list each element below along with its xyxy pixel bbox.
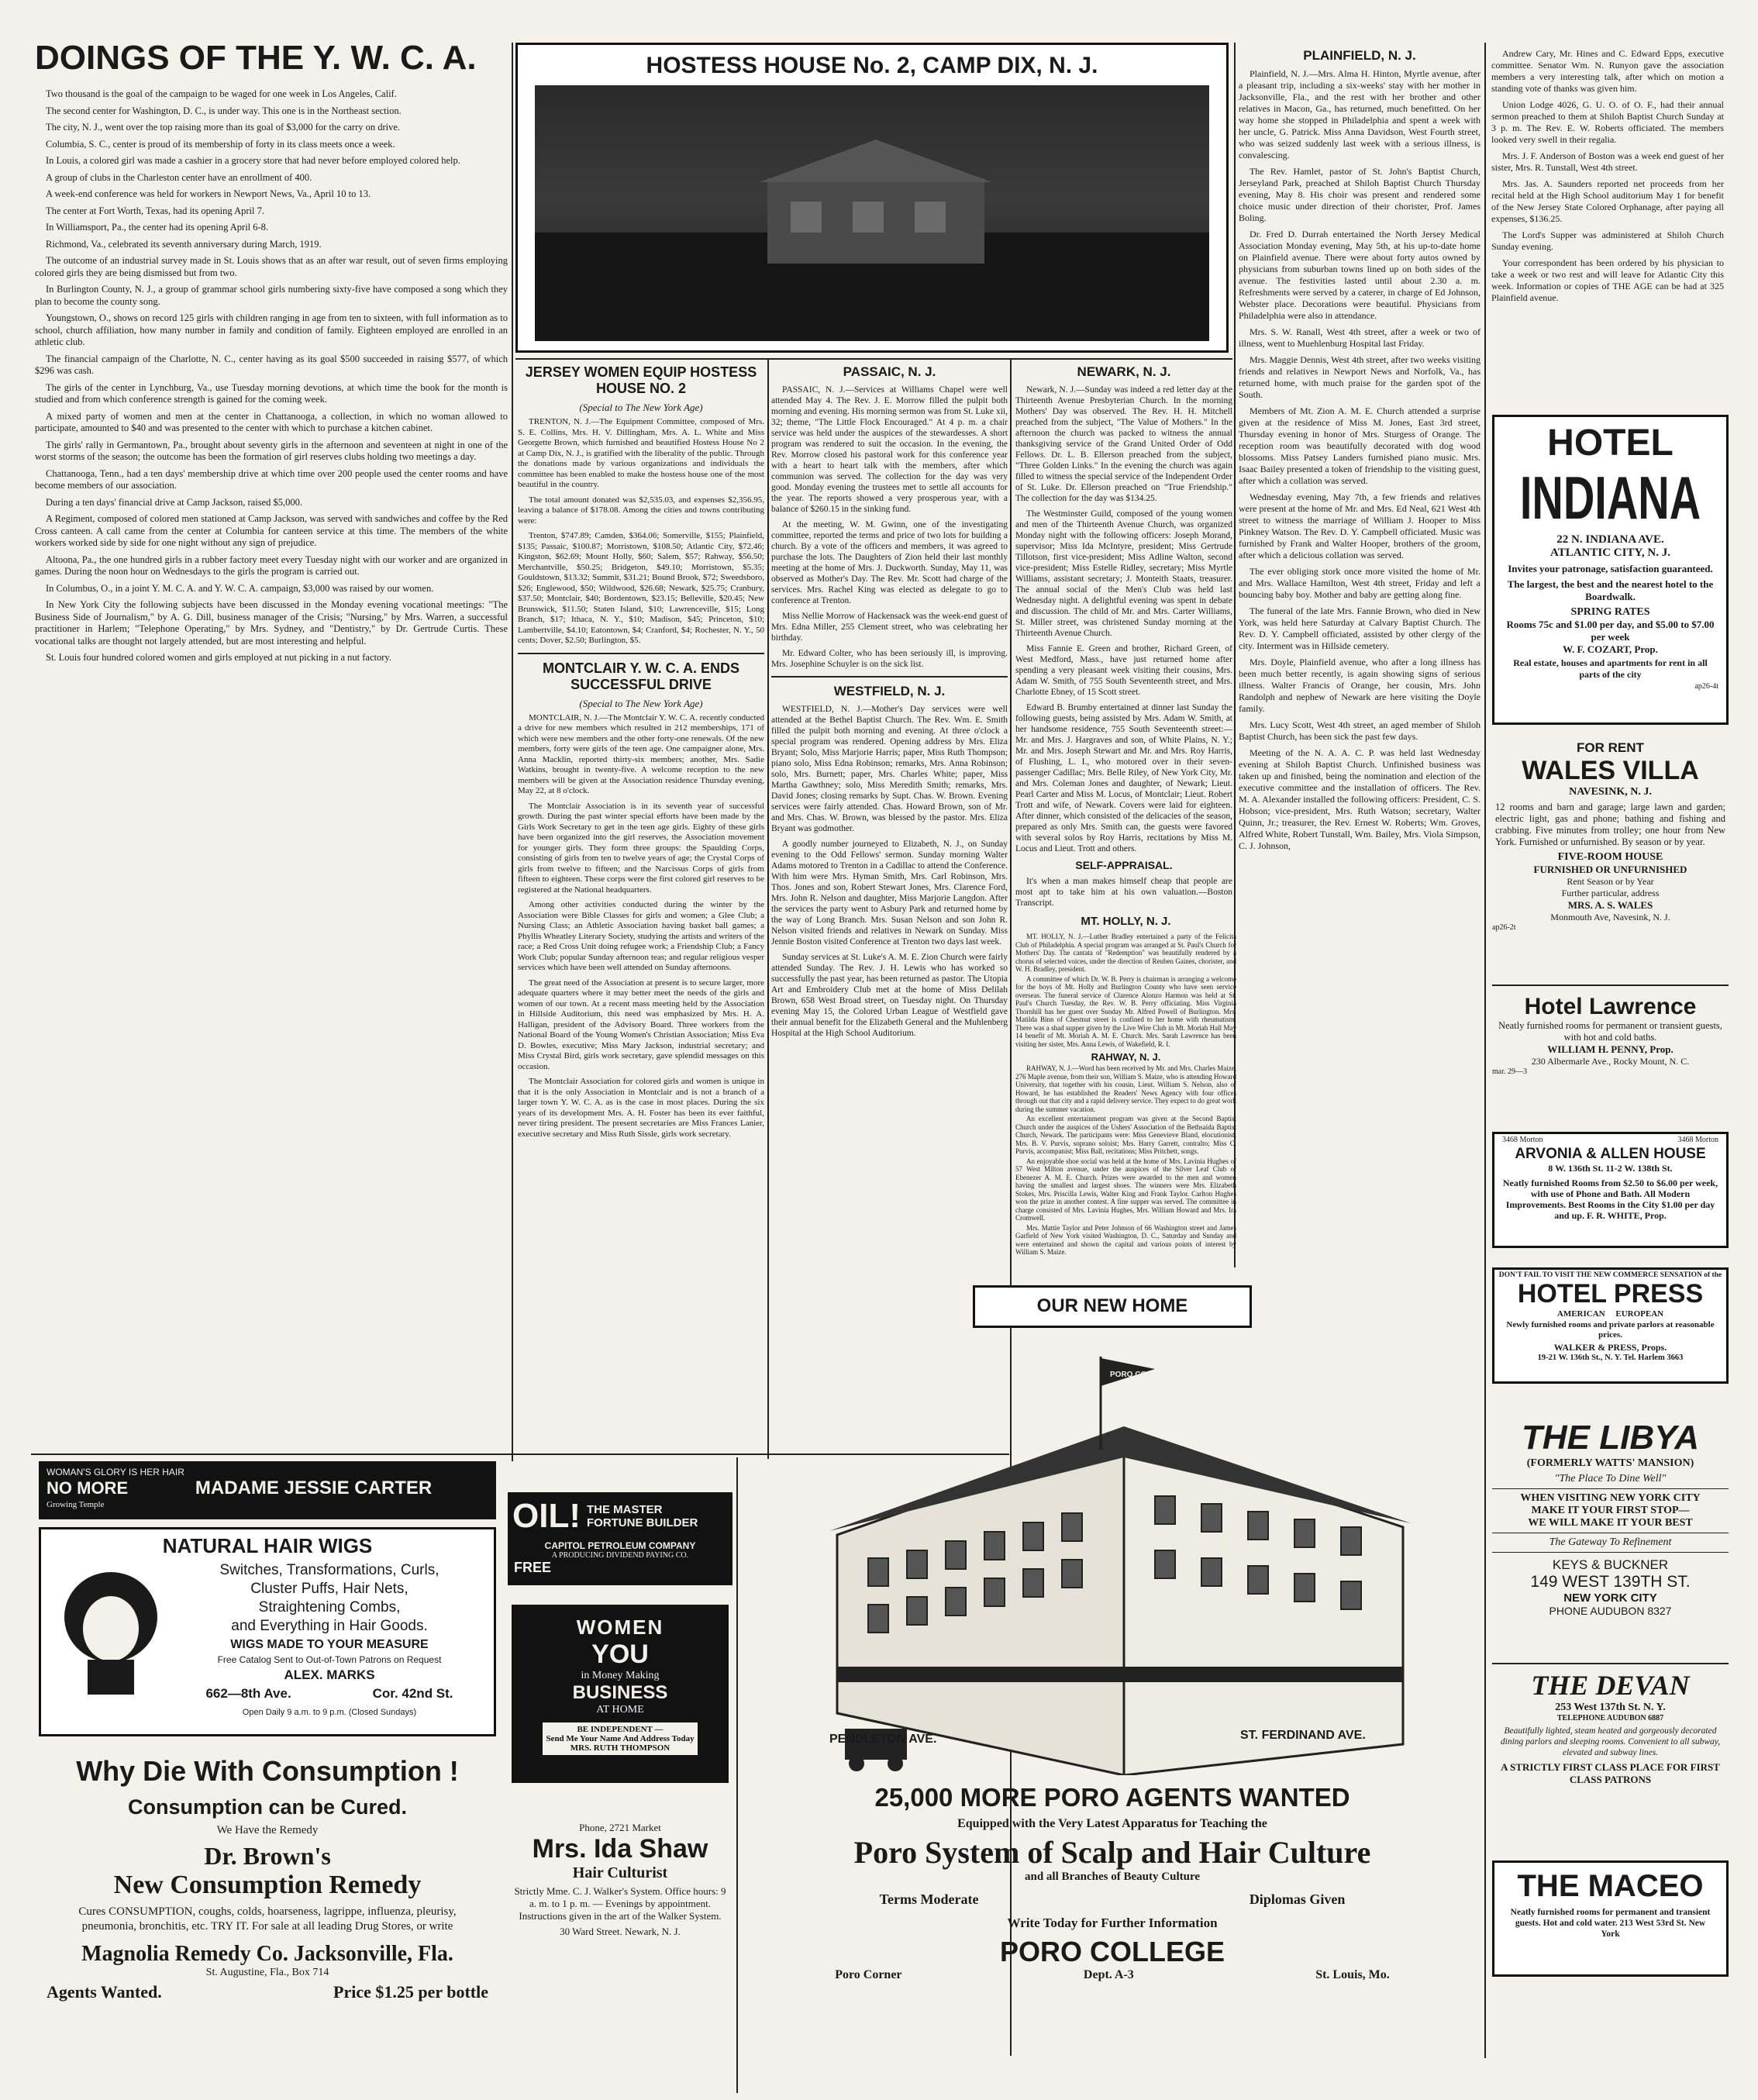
mtholly-rahway-shown <box>1015 915 1236 1271</box>
women-you: YOU <box>591 1640 649 1669</box>
hostess-photo <box>535 85 1209 341</box>
shaw-role: Hair Culturist <box>572 1864 668 1881</box>
ywca-paragraph: In Louis, a colored girl was made a cashier in a grocery store that had never before employed colored help. <box>46 155 460 166</box>
maceo-name: THE MACEO <box>1517 1869 1704 1903</box>
indiana-rates-h: SPRING RATES <box>1570 606 1650 618</box>
passaic-paragraph: At the meeting, W. M. Gwinn, one of the investigating committee, reported the terms and price of two lots for building a church. By a vote of the officers and members, it was agreed to purchase the lots. The Daughters of Zion held their last monthly meeting at the home of Mrs. J. Duckworth. Sunday, May 11, was observed as Mother's Day. The Rev. Mr. Scott had charge of the services. Mrs. Rachel King was elected as delegate to go to conference at Trenton. <box>771 520 1008 605</box>
poro-title-box <box>973 1285 1252 1328</box>
wigs-title: NATURAL HAIR WIGS <box>162 1534 373 1557</box>
indiana-l2: INDIANA <box>1519 463 1701 532</box>
wales-place: NAVESINK, N. J. <box>1569 786 1652 798</box>
oil-free: FREE <box>514 1560 552 1575</box>
jersey-special-main: (Special to The New York Age) <box>579 402 703 413</box>
poro-ave2: ST. FERDINAND AVE. <box>1240 1729 1366 1742</box>
mtholly-paragraph: MT. HOLLY, N. J.—Luther Bradley entertained a party of the Felicita Club of Philadelphia. A special program was arranged at St. Paul's Church for Mothers' Day. The cantata of "Redemption" was beautifully rendered by a chorus of selected voices, under the direction of Reuben Gaines, chorister, and W. H. Bradley, president. <box>1015 933 1236 973</box>
devan-ad <box>1492 1663 1729 1841</box>
libya-formerly: (FORMERLY WATTS' MANSION) <box>1526 1457 1694 1469</box>
ywca-paragraph: The second center for Washington, D. C., is under way. This one is in the Northeast section. <box>46 105 402 116</box>
libya-l1: WHEN VISITING NEW YORK CITY <box>1520 1492 1701 1504</box>
rahway-paragraph: An enjoyable shoe social was held at the home of Mrs. Lavinia Hughes of 57 West Milton avenue, under the auspices of the Silver Leaf Club of Ebenezer A. M. E. Church. Prizes were awarded to the men and women having the smallest and largest shoes. The winners were Mrs. Elizabeth Stokes, Mrs. Priscilla Lewis, Walter King and Frank Taylor. Carlton Hughes won the prize in another contest. A fine supper was served. The committee in charge consisted of Mrs. Lavinia Hughes, Mrs. William Howard and Mrs. Ira Cromwell. <box>1015 1157 1236 1222</box>
ywca-paragraph: A group of clubs in the Charleston center have an enrollment of 400. <box>46 171 312 183</box>
devan-desc: Beautifully lighted, steam heated and gorgeously decorated dining parlors and sleeping rooms. Convenient to all subway, elevated and subway lines. <box>1500 1726 1721 1757</box>
ywca-paragraph: In Burlington County, N. J., a group of grammar school girls numbering sixty-five have composed a song which they plan to become the county song. <box>35 284 508 307</box>
plainfield2-body <box>1491 48 1724 304</box>
wales-furn: FURNISHED OR UNFURNISHED <box>1533 864 1687 875</box>
arvonia-desc: Neatly furnished Rooms from $2.50 to $6.00 per week, with use of Phone and Bath. All Modern Improvements. Best Rooms in the City $1.00 per day and up. F. R. WHITE, Prop. <box>1502 1178 1718 1221</box>
wales-ad <box>1492 740 1729 973</box>
ywca-paragraph: The city, N. J., went over the top raising more than its goal of $3,000 for the carry on drive. <box>46 122 401 133</box>
ywca-column <box>35 39 508 1450</box>
plainfield-paragraph: The Rev. Hamlet, pastor of St. John's Baptist Church, Jerseyland Park, preached at Shiloh Baptist Church Thursday evening, May 8. His choir was present and rendered some choice music under direction of their chorister, Prof. James Boling. <box>1239 166 1481 223</box>
press-props: WALKER & PRESS, Props. <box>1553 1342 1667 1353</box>
jersey-paragraph: Trenton, $747.89; Camden, $364.06; Somerville, $155; Plainfield, $135; Passaic, $100.87; Morristown, $108.50; Atlantic City, $72.46; Kingston, $62.69; Mount Holly, $60; Salem, $57; Rahway, $56.50; Merchantville, $50.25; Bridgeton, $49.10; Morristown, $5.35; Gouldstown, $13.32; Summit, $31.21; Bound Brook, $72; Sweedsboro, $26; Englewood, $50; Wildwood, $26.68; Newark, $25.75; Cranbury, $37.50; Montclair, $40; Bordentown, $23.15; Belleville, $20.45; New Brunswick, $11.50; Staten Island, $10; Lawrenceville, $15; Long Branch, $17; Ithaca, N. Y., $10; Madison, $45; Princeton, $10; Lambertville, $4.10; Eatontown, $4; Cranford, $4; Rochester, N. Y., 50 cents; Dover, $2.50; Burlington, $5. <box>518 531 764 645</box>
women-making: in Money Making <box>581 1670 660 1681</box>
jersey-title-main: JERSEY WOMEN EQUIP HOSTESS HOUSE NO. 2 <box>525 364 757 396</box>
women-business: BUSINESS <box>572 1682 668 1703</box>
press-plans: AMERICAN EUROPEAN <box>1556 1309 1664 1319</box>
ywca-paragraph: Altoona, Pa., the one hundred girls in a rubber factory meet every Tuesday night with our worker and are organized in games. During the noon hour on Wednesdays to the girls the program is carried out. <box>35 553 508 577</box>
women-send: Send Me Your Name And Address Today <box>546 1734 695 1743</box>
plainfield2-paragraph: The Lord's Supper was administered at Shiloh Church Sunday evening. <box>1491 229 1724 252</box>
wales-five: FIVE-ROOM HOUSE <box>1557 851 1663 863</box>
ywca-paragraph: The outcome of an industrial survey made in St. Louis shows that as an after war result, out of seven firms employing colored girls they are being dismissed but from two. <box>35 255 508 278</box>
plainfield-continued <box>1491 48 1724 405</box>
poro-corner: Poro Corner <box>835 1968 902 1981</box>
jersey-montclair-column <box>518 364 764 1450</box>
women-w: WOMEN <box>576 1616 664 1639</box>
plainfield-paragraph: Mrs. Maggie Dennis, West 4th street, after two weeks visiting friends and relatives in Newport News and Norfolk, Va., has returned home, with much praise for the garden spot of the South. <box>1239 354 1481 400</box>
plainfield-paragraph: Dr. Fred D. Durrah entertained the North Jersey Medical Association Monday evening, May 5th, at his up-to-date home on Plainfield avenue. There were about forty autos owned by physicians from suburban towns lined up on both sides of the avenue. The festivities lasted until about 2.30 a. m. Refreshments were served by a caterer, in charge of Ed Johnson, Webster place. Decorations were beautiful. Physicians from Philadelphia were also in attendance. <box>1239 229 1481 321</box>
wigs-name: ALEX. MARKS <box>284 1667 375 1682</box>
ywca-paragraph: A mixed party of women and men at the center in Chattanooga, a collection, in which no woman allowed to participate, amounted to $40 and was presented to the center with which to purchase a kitchen cabinet. <box>35 410 508 433</box>
press-addr: 19-21 W. 136th St., N. Y. Tel. Harlem 3663 <box>1537 1353 1684 1362</box>
press-desc: Newly furnished rooms and private parlors at reasonable prices. <box>1506 1320 1715 1340</box>
women-home: AT HOME <box>596 1704 644 1716</box>
wales-season: Rent Season or by Year <box>1567 876 1654 887</box>
wigs-l1: Switches, Transformations, Curls, <box>219 1562 440 1578</box>
consumption-box: St. Augustine, Fla., Box 714 <box>205 1967 329 1978</box>
poro-equipped: Equipped with the Very Latest Apparatus for Teaching the <box>957 1817 1267 1830</box>
wigs-cor: Cor. 42nd St. <box>372 1686 453 1701</box>
self-appraisal-title: SELF-APPRAISAL. <box>1075 859 1173 871</box>
poro-write: Write Today for Further Information <box>1007 1916 1218 1930</box>
newark-paragraph: The Westminster Guild, composed of the young women and men of the Thirteenth Avenue Church, was organized Monday night with the following officers: Joseph Morand, supervisor; Miss Ida McIntyre, president; Miss Gertrude Tillotson, first vice-president; Miss Adline Walton, second vice-president; Miss Estelle Ridley, secretary; Miss Myrtle Williams, assistant secretary; J. Monteith Staats, treasurer. The annual social of the Men's Club was held last Wednesday night. A delightful evening was spent in debate and discussion. The child of Mr. and Mrs. Carter Williams, St. Miller street, was christened Sunday morning at the Thirteenth Avenue Church. <box>1015 509 1232 638</box>
maceo-ad <box>1492 1860 1729 1977</box>
ywca-paragraph: The girls' rally in Germantown, Pa., brought about seventy girls in the afternoon and seventeen at night in one of the worst storms of the season; the outcome has been the formation of girl reserves clubs holding two meetings a day. <box>35 439 508 462</box>
press-top: DON'T FAIL TO VISIT THE NEW COMMERCE SENSATION of the <box>1498 1271 1722 1279</box>
libya-addr: 149 WEST 139TH ST. <box>1530 1573 1691 1591</box>
libya-l3: WE WILL MAKE IT YOUR BEST <box>1528 1517 1693 1529</box>
shaw-ad <box>508 1791 732 2093</box>
libya-gateway: The Gateway To Refinement <box>1549 1536 1672 1548</box>
wigs-open: Open Daily 9 a.m. to 9 p.m. (Closed Sundays) <box>242 1708 417 1717</box>
self-appraisal-text: It's when a man makes himself cheap that people are most apt to take him at his own valuation.—Boston Transcript. <box>1015 877 1232 908</box>
ywca-paragraph: Richmond, Va., celebrated its seventh anniversary during March, 1919. <box>46 238 322 250</box>
montclair-title-main: MONTCLAIR Y. W. C. A. ENDS SUCCESSFUL DRIVE <box>542 660 739 692</box>
ywca-paragraph: In Williamsport, Pa., the center had its opening April 6-8. <box>46 222 269 233</box>
jersey-paragraph: The total amount donated was $2,535.03, and expenses $2,356.95, leaving a balance of $178.08. Among the cities and towns contributing were: <box>518 495 764 526</box>
plainfield-paragraph: Members of Mt. Zion A. M. E. Church attended a surprise given at the residence of Miss M. Jones, East 3rd street, Thursday evening in honor of Mrs. Sturgess of Orange. The reception room was beautifully decorated with dog wood blossoms. Miss Patsey Landers furnished piano music. Mrs. Isaac Bailey presented a token of friendship to the visiting guest, after which a collation was served. <box>1239 405 1481 486</box>
wales-desc: 12 rooms and barn and garage; large lawn and garden; electric light, gas and phone; bathing and fishing and crabbing. Five minutes from trolley; one hour from New York. Furnished or unfurnished. By season or by year. <box>1495 802 1725 847</box>
consumption-ad <box>31 1752 504 2093</box>
hostess-photo-graphic <box>535 85 1209 341</box>
libya-l2: MAKE IT YOUR FIRST STOP— <box>1531 1505 1690 1516</box>
shaw-desc: Strictly Mme. C. J. Walker's System. Office hours: 9 a. m. to 1 p. m. — Evenings by appointment. Instructions given in the art of the Walker System. <box>514 1885 726 1922</box>
carter-name: MADAME JESSIE CARTER <box>195 1478 433 1498</box>
oil-div: A PRODUCING DIVIDEND PAYING CO. <box>551 1551 689 1560</box>
wigs-woman-portrait <box>57 1563 165 1695</box>
wigs-l3: Straightening Combs, <box>258 1599 401 1616</box>
devan-addr: 253 West 137th St. N. Y. <box>1555 1702 1666 1713</box>
plainfield2-paragraph: Mrs. Jas. A. Saunders reported net proceeds from her recital held at the High School auditorium May 1 for benefit of the New Jersey State Colored Orphanage, after paying all expenses, $136.25. <box>1491 178 1724 224</box>
ywca-paragraph: The financial campaign of the Charlotte, N. C., center having as its goal $500 succeeded in raising $577, of which $296 was cash. <box>35 353 508 376</box>
ywca-paragraph: Chattanooga, Tenn., had a ten days' membership drive at which time over 200 people used the center rooms and have become members of our association. <box>35 467 508 491</box>
westfield-title: WESTFIELD, N. J. <box>833 684 946 698</box>
westfield-paragraph: WESTFIELD, N. J.—Mother's Day services were well attended at the Bethel Baptist Church. The Rev. Wm. E. Smith filled the pulpit both morning and evening. At three o'clock a special program was rendered. Opening address by Mrs. Eliza Bryant; Solo, Miss Marjorie Harris; paper, Miss Ruth Thompson; piano solo, Miss Edna Robinson; remarks, Mrs. Anna Robinson; solo, Mrs. Burnett; paper, Mrs. Charles White; paper, Miss Martha Gawthney; solo, Miss Meredith Smith; remarks, Mrs. David Jones; closing remarks by Supt. Chas. W. Brown. Evening services were fairly attended. Chas. Howard Brown, son of Mr. and Mrs. Chas. W. Brown, was blessed by the pastor. Mrs. Eliza Bryant was godmother. <box>771 705 1008 833</box>
wigs-l4: and Everything in Hair Goods. <box>231 1618 428 1634</box>
consumption-co: Magnolia Remedy Co. Jacksonville, Fla. <box>81 1942 453 1966</box>
oil-co: CAPITOL PETROLEUM COMPANY <box>544 1540 696 1551</box>
women-who: MRS. RUTH THOMPSON <box>570 1743 670 1753</box>
plainfield-paragraph: The ever obliging stork once more visited the home of Mr. and Mrs. Wallace Hamilton, West 4th street, Friday and left a bouncing baby boy. Mother and baby are getting along fine. <box>1239 566 1481 600</box>
hostess-title: HOSTESS HOUSE No. 2, CAMP DIX, N. J. <box>646 53 1098 78</box>
passaic-paragraph: Miss Nellie Morrow of Hackensack was the week-end guest of Mrs. Edna Miller, 255 Clement street, who was celebrating her birthday. <box>771 612 1008 643</box>
poro-ad <box>744 1271 1481 2093</box>
montclair-paragraph: The Montclair Association for colored girls and women is unique in that it is the only Association in Montclair and is not a branch of a larger town Y. W. C. A. as is the case in most places. During the six years of its development Mrs. A. H. Foster has been its ever faithful, never tiring president. The present secretaries are Miss Frances Lanier, executive secretary and Miss Ruth Sissle, girls work secretary. <box>518 1077 764 1139</box>
indiana-invite: Invites your patronage, satisfaction guaranteed. <box>1508 563 1713 574</box>
mtholly-paragraph: A committee of which Dr. W. B. Perry is chairman is arranging a welcome for the boys of Mt. Holly and Burlington County who have seen service overseas. The funeral service of Clarence Alonzo Harmon was held at St. Paul's Church Tuesday, the Rev. W. B. Perry officiating. Miss Virginia Thornhill has her guest over Sunday Mr. Alfred Powell of Burlington. Mrs. Matilda Binn of Chestnut street is confined to her home with rheumatism. There was a shad supper given by the Live Wire Club in Mt. Moriah Hall May 14 benefit of Mt. Moriah A. M. E. Church. Mrs. Sarah Lawrence has been visiting her sister, Mrs. Anna Lewis, of Wakefield, R. I. <box>1015 974 1236 1048</box>
poro-city: St. Louis, Mo. <box>1315 1968 1390 1981</box>
wales-code: ap26-2t <box>1492 923 1516 932</box>
plainfield-paragraph: Mrs. S. W. Ranall, West 4th street, after a week or two of illness, went to Muehlenburg Hospital last Friday. <box>1239 326 1481 349</box>
consumption-h1: Why Die With Consumption ! <box>76 1755 459 1787</box>
lawrence-ad <box>1492 984 1729 1093</box>
mtholly-title: MT. HOLLY, N. J. <box>1081 915 1171 928</box>
passaic-paragraph: Mr. Edward Colter, who has been seriously ill, is improving. Mrs. Josephine Schuyler is on the sick list. <box>771 649 1008 669</box>
plainfield2-paragraph: Union Lodge 4026, G. U. O. of O. F., had their annual sermon preached to them at Shiloh Baptist Church Sunday at 3 p. m. The Rev. E. W. Roberts officiated. The members looked very swell in their regalia. <box>1491 99 1724 145</box>
wales-name: WALES VILLA <box>1522 756 1699 785</box>
plainfield2-paragraph: Your correspondent has been ordered by his physician to take a week or two rest and will leave for Atlantic City this week. Information or copies of THE AGE can be had at 325 Plainfield avenue. <box>1491 257 1724 303</box>
poro-terms: Terms Moderate <box>879 1891 979 1907</box>
ywca-paragraph: In New York City the following subjects have been discussed in the Monday evening vocational meetings: "The Business Side of Journalism," by A. G. Dill, business manager of the Crisis; "Nursing," by Mrs. Warren, a successful practitioner in Harlem; "Telephone Operating," by Mrs. Sydney, and "Dentistry," by Dr. Gertrude Curtis. These vocational talks are thought not largely attended, but are most interesting and helpful. <box>35 599 508 647</box>
ywca-paragraph: A week-end conference was held for workers in Newport News, Va., April 10 to 13. <box>46 188 371 199</box>
jersey-paragraph: TRENTON, N. J.—The Equipment Committee, composed of Mrs. S. E. Collins, Mrs. H. V. Dillingham, Mrs. A. L. White and Miss Georgette Brown, which furnished and beautified Hostess House No 2 at Camp Dix, N. J., is gratified with the liberality of the public. Through the donations made by various organizations and individuals the committee has been enabled to make the hostess house one of the most beautiful in the country. <box>518 417 764 489</box>
arvonia-phone2: 3468 Morton <box>1677 1136 1718 1144</box>
newark-article <box>1015 364 1232 911</box>
carter-left2: NO MORE <box>47 1478 129 1498</box>
consumption-price: Price $1.25 per bottle <box>333 1982 488 2002</box>
consumption-remedy: New Consumption Remedy <box>113 1871 422 1899</box>
wigs-ad <box>39 1527 496 1736</box>
indiana-l1: HOTEL <box>1547 422 1674 464</box>
devan-phone: TELEPHONE AUDUBON 6887 <box>1556 1714 1664 1722</box>
wales-mrs: MRS. A. S. WALES <box>1567 899 1653 911</box>
newark-paragraph: Edward B. Brumby entertained at dinner last Sunday the following guests, being assisted by Mrs. Adam W. Smith, at her handsome residence, 755 South Seventeenth street:—Mr. and Mrs. J. Hargraves and son, of White Plains, N. Y.; Mr. and Mrs. Joseph Stewart and Mr. and Mrs. Roy Harris, of Flushing, L. I., who motored over in their seven-passenger Cadillac; Mrs. Belle Riley, of New York City, Mr. and Mrs. Coleman Jones and daughter, of Newark; Lieut. Pearl Carter and Miss M. Locus, of Montclair; Lieut. Robert Trott and wife, of Newark. Covers were laid for eighteen. After dinner, which consisted of the delicacies of the season, prepared as only Mrs. Smith can, the guests were favored with several solos by Roy Harris, recitations by Miss M. Locus and Lieut. Trott and others. <box>1015 703 1232 853</box>
rahway-paragraph: An excellent entertainment program was given at the Second Baptist Church under the auspices of the Ushers' Association of the Bethsaida Baptist Church, Newark. The participants were: Miss Genevieve Bland, elocutionist; Mrs. B. V. Purvis, soprano soloist; Mrs. Harry Garrett, contralto; Miss C. Purvis, accompanist; Miss Ball, recitations; Miss Pritchett, songs. <box>1015 1115 1236 1155</box>
plainfield-paragraph: Mrs. Doyle, Plainfield avenue, who after a long illness has been much better recently, is again showing signs of serious illness. Walter Francis of Orange, her cousin, Mrs. John Randolph and nephew of Newark are here visiting the Doyle family. <box>1239 657 1481 714</box>
consumption-agents: Agents Wanted. <box>47 1982 162 2002</box>
ywca-paragraph: Columbia, S. C., center is proud of its membership of forty in its class meets once a week. <box>46 138 395 150</box>
consumption-dr: Dr. Brown's <box>204 1842 331 1870</box>
libya-city: NEW YORK CITY <box>1563 1591 1657 1605</box>
arvonia-phone1: 3468 Morton <box>1502 1136 1543 1144</box>
ywca-body <box>35 88 508 669</box>
montclair-paragraph: Among other activities conducted during the winter by the Association were Bible Classes for girls and women; a Glee Club; a Nursing Class; an Athletic Association having basket ball games; a Phyllis Wheatley Literary Society, studying the artists and writers of the race; a Red Cross Unit doing refugee work; a Friendship Club; a Fancy Work Club; popular Sunday afternoon teas; and regular religious vesper services which have been well attended on Sunday afternoons. <box>518 900 764 972</box>
indiana-rates: Rooms 75c and $1.00 per day, and $5.00 to $7.00 per week <box>1506 619 1715 643</box>
poro-college: PORO COLLEGE <box>999 1936 1225 1967</box>
wigs-addr: 662—8th Ave. <box>205 1686 291 1701</box>
passaic-title: PASSAIC, N. J. <box>843 364 936 379</box>
ywca-paragraph: Two thousand is the goal of the campaign to be waged for one week in Los Angeles, Calif. <box>46 88 397 99</box>
plainfield-body <box>1239 68 1481 852</box>
women-ad <box>512 1605 729 1783</box>
poro-building-illustration <box>791 1341 1434 1775</box>
plainfield-paragraph: Mrs. Lucy Scott, West 4th street, an aged member of Shiloh Baptist Church, has been sick the past few days. <box>1239 719 1481 742</box>
devan-class: A STRICTLY FIRST CLASS PLACE FOR FIRST CLASS PATRONS <box>1501 1761 1720 1785</box>
plainfield-article <box>1239 48 1481 1265</box>
montclair-special-main: (Special to The New York Age) <box>579 697 703 709</box>
devan-name: THE DEVAN <box>1531 1670 1690 1701</box>
libya-name: THE LIBYA <box>1522 1419 1699 1457</box>
ywca-paragraph: The center at Fort Worth, Texas, had its opening April 7. <box>46 205 264 216</box>
oil-ad <box>508 1492 732 1585</box>
indiana-large: The largest, the best and the nearest hotel to the Boardwalk. <box>1507 578 1714 602</box>
plainfield-paragraph: Meeting of the N. A. A. C. P. was held last Wednesday evening at Shiloh Baptist Church. Unfinished business was taken up and finished, being the nomination and election of the executive committee and the installation of officers. The Rev. M. A. Alexander installed the following officers: President, C. S. Hobson; vice-president, Mrs. Ruth Watson; secretary, Walter Quinn, Jr.; treasurer, the Rev. Ernest W. Roberts; Wm. Groves, Alfred White, Robert Tunstall, Wm. Bailey, Mrs. Viola Simpson, C. J. Johnson, <box>1239 747 1481 851</box>
wigs-catalog: Free Catalog Sent to Out-of-Town Patrons on Request <box>217 1654 442 1665</box>
lawrence-prop: WILLIAM H. PENNY, Prop. <box>1547 1043 1674 1055</box>
passaic-body <box>771 384 1008 670</box>
newark-paragraph: Miss Fannie E. Green and brother, Richard Green, of West Medford, Mass., have just returned home after spending a very pleasant week visiting their cousins, Mrs. Adam W. Smith, of 755 South Seventeenth street, and Mrs. Charlotte Ebney, of 15 Scott street. <box>1015 644 1232 697</box>
montclair-paragraph: MONTCLAIR, N. J.—The Montclair Y. W. C. A. recently conducted a drive for new members which resulted in 212 memberships, 171 of which were new members and the other forty-one renewals. Of the new members, forty were girls of the teen age. One campaigner alone, Mrs. Anna Macklin, reported thirty-six members; another, Mrs. Sadie Watkins, brought in twenty-five. A welcome reception to the new members will be given at the Association residence Thursday evening, May 22, at 8 o'clock. <box>518 712 764 795</box>
poro-title: OUR NEW HOME <box>1036 1295 1188 1316</box>
consumption-cures: Cures CONSUMPTION, coughs, colds, hoarseness, lagrippe, influenza, pleurisy, pneumonia, bronchitis, etc. TRY IT. For sale at all leading Drug Stores, or write <box>78 1905 457 1933</box>
poro-agents: 25,000 MORE PORO AGENTS WANTED <box>874 1783 1350 1812</box>
press-ad <box>1492 1267 1729 1384</box>
montclair-paragraph: The great need of the Association at present is to secure larger, more adequate quarters where it may better meet the needs of the girls and women of our town. At a recent mass meeting held by the Association in Hillside Auditorium, this need was emphasized by Mrs. H. A. Halligan, president of the Advisory Board. Three workers from the National Board of the Young Women's Christian Association; Miss Eva D. Bowles, executive; Miss Mary Jackson, industrial secretary; and Miss Crystal Bird, girls work secretary, gave splendid messages on this occasion. <box>518 978 764 1071</box>
ywca-paragraph: St. Louis four hundred colored women and girls employed at nut picking in a nut factory. <box>46 652 391 663</box>
poro-ave1: PENDLETON AVE. <box>829 1733 937 1746</box>
oil-master: THE MASTER <box>586 1503 663 1516</box>
libya-keys: KEYS & BUCKNER <box>1552 1557 1669 1572</box>
ywca-paragraph: In Columbus, O., in a joint Y. M. C. A. and Y. W. C. A. campaign, $3,000 was raised by our women. <box>46 582 434 594</box>
plainfield-paragraph: The funeral of the late Mrs. Fannie Brown, who died in New York, was held here Saturday at Calvary Baptist Church. The Rev. D. Y. Campbell officiated, assisted by other clergy of the city. Interment was in Hillside cemetery. <box>1239 605 1481 651</box>
rahway-heading: RAHWAY, N. J. <box>1091 1051 1161 1063</box>
arvonia-name: ARVONIA & ALLEN HOUSE <box>1515 1146 1706 1162</box>
newark-title: NEWARK, N. J. <box>1077 364 1171 379</box>
wales-rent: FOR RENT <box>1577 740 1644 755</box>
lawrence-desc: Neatly furnished rooms for permanent or transient guests, with hot and cold baths. <box>1498 1020 1722 1043</box>
poro-branches: and all Branches of Beauty Culture <box>1025 1871 1200 1883</box>
westfield-paragraph: A goodly number journeyed to Elizabeth, N. J., on Sunday evening to the Odd Fellows' sermon. Sunday morning Walter Adams motored to Trenton in a Cadillac to attend the Conference. With him were Mrs. Hyman Smith, Mrs. Carl Robinson, Mrs. Thos. Jones and son, Robert Stewart Jones, Mrs. Clarence Ford, Mrs. John R. Nelson and daughter, Miss Marjorie Langdon. After the services the party went to Asbury Park and returned home by the way of Long Branch. Mrs. Susan Nelson and son John R. Nelson visited friends and relatives in Newark on Sunday. Miss Jennie Boston visited Conference at Trenton two days last week. <box>771 840 1008 947</box>
wales-further: Further particular, address <box>1561 888 1660 898</box>
plainfield-paragraph: Plainfield, N. J.—Mrs. Alma H. Hinton, Myrtle avenue, after a pleasant trip, including a six-weeks' stay with her mother in Jacksonville, Fla., and the rest with her brother and other relatives in Macon, Ga., has returned, much benefitted. On her way home she stopped in Philadelphia and spent a week with her uncle, G. Patrick. Miss Anna Davidson, West Fourth street, who was seized suddenly last week with a serious illness, is convalescing. <box>1239 68 1481 160</box>
ywca-paragraph: The girls of the center in Lynchburg, Va., use Tuesday morning devotions, at which time the book for the month is studied and from which conference strength is gained for the coming week. <box>35 381 508 405</box>
poro-diplomas: Diplomas Given <box>1249 1891 1346 1907</box>
newark-paragraph: Newark, N. J.—Sunday was indeed a red letter day at the Thirteenth Avenue Presbyterian Church. In the morning Mothers' Day was observed. The Rev. H. H. Mitchell preached from the subject, "The Value of Mothers." In the afternoon the church was packed to witness the annual thanksgiving service of the Grand United Order of Odd Fellows. Dr. L. B. Ellerson preached from the subject, "Three Golden Links." In the evening the church was again filled to witness the special service of the Independent Order of St. Luke. Dr. Ellerson preached on "True Friendship." The collection for the day was $134.25. <box>1015 385 1232 503</box>
indiana-real: Real estate, houses and apartments for rent in all parts of the city <box>1513 657 1708 680</box>
passaic-paragraph: PASSAIC, N. J.—Services at Williams Chapel were well attended May 4. The Rev. J. E. Morrow filled the pulpit both morning and evening. His morning sermon was from St. Luke xii, 32; theme, "The Little Flock Encouraged." At 4 p. m. a chair service was held under the auspices of the stewardesses. A short program was rendered to suit the occasion. In the evening, the Rev. Morrow closed his pastoral work for this conference year with a heart to heart talk with the members, after which communion was served. The collection for the day was very good. Monday evening the trustees met to settle all accounts for the year. The reports showed a very prosperous year, with a balance of $260.15 in the sinking fund. <box>771 385 1008 514</box>
lawrence-code: mar. 29—3 <box>1492 1067 1527 1076</box>
plainfield-paragraph: Wednesday evening, May 7th, a few friends and relatives were present at the home of Mr. and Mrs. Ed Neal, 621 West 4th street to witness the marriage of William J. Hooper to Miss Pinkney Watson. The Rev. D. Y. Campbell officiated. Music was furnished by Frank and Walter Hooper, brothers of the groom, after which a delicious collation was served. <box>1239 491 1481 560</box>
maceo-desc: Neatly furnished rooms for permanent and transient guests. Hot and cold water. 213 West 53rd St. New York <box>1510 1908 1711 1939</box>
indiana-city: ATLANTIC CITY, N. J. <box>1549 547 1671 559</box>
plainfield2-paragraph: Andrew Cary, Mr. Hines and C. Edward Epps, executive committee. Senator Wm. N. Runyon gave the association members a very interesting talk, after which on motion a standing vote of thanks was given him. <box>1491 48 1724 94</box>
wigs-l2: Cluster Puffs, Hair Nets, <box>250 1581 408 1597</box>
carter-left3: Growing Temple <box>47 1500 105 1509</box>
libya-ad <box>1492 1419 1729 1651</box>
carter-left1: WOMAN'S GLORY IS HER HAIR <box>47 1467 184 1478</box>
wales-addr: Monmouth Ave, Navesink, N. J. <box>1550 912 1670 922</box>
poro-flag-text: PORO COLLEGE <box>1110 1371 1173 1379</box>
press-name: HOTEL PRESS <box>1517 1279 1704 1309</box>
ywca-paragraph: A Regiment, composed of colored men stationed at Camp Jackson, was served with sandwiches and coffee by the Red Cross canteen. A call came from the center at Columbia for canteen service at this time. The members of the white workers worked side by side for one night without any sign of prejudice. <box>35 513 508 548</box>
indiana-code: ap26-4t <box>1694 682 1718 691</box>
plainfield-title: PLAINFIELD, N. J. <box>1303 48 1416 63</box>
shaw-phone: Phone, 2721 Market <box>579 1822 661 1833</box>
ywca-paragraph: During a ten days' financial drive at Camp Jackson, raised $5,000. <box>46 496 302 508</box>
ywca-title: DOINGS OF THE Y. W. C. A. <box>35 39 477 77</box>
libya-phone: PHONE AUDUBON 8327 <box>1549 1605 1672 1617</box>
oil-big: OIL! <box>512 1497 581 1535</box>
lawrence-name: Hotel Lawrence <box>1524 994 1697 1019</box>
wigs-made: WIGS MADE TO YOUR MEASURE <box>230 1638 429 1651</box>
poro-system: Poro System of Scalp and Hair Culture <box>853 1835 1371 1870</box>
indiana-addr: 22 N. INDIANA AVE. <box>1556 533 1664 546</box>
consumption-have: We Have the Remedy <box>216 1824 319 1836</box>
lawrence-addr: 230 Albermarle Ave., Rocky Mount, N. C. <box>1531 1056 1690 1067</box>
consumption-h2: Consumption can be Cured. <box>127 1795 408 1819</box>
indiana-ad <box>1492 415 1729 725</box>
rahway-paragraph: RAHWAY, N. J.—Word has been received by Mr. and Mrs. Charles Maize, 276 Maple avenue, from their son, William S. Maize, who is attending Howard University, that together with his cousin, Lieut. William S. Nelson, also of Howard, he has established the Readers' News Agency with four offices through out that city and a rapid delivery service. They expect to do great work during the summer vacation. <box>1015 1064 1236 1113</box>
women-indep: BE INDEPENDENT — <box>577 1725 664 1734</box>
westfield-paragraph: Sunday services at St. Luke's A. M. E. Zion Church were fairly attended Sunday. The Rev. J. H. Lewis who has worked so successfully the past year, has been returned as pastor. The Utopia Art and Embroidery Club met at the home of Miss Delilah Brown, 658 West Broad street, on Tuesday night. On Thursday evening May 15, the Colored Urban League of Westfield gave their annual benefit for the Elizabeth General and the Muhlenberg Hospital at the High School Auditorium. <box>771 953 1008 1038</box>
libya-slogan: "The Place To Dine Well" <box>1554 1473 1667 1484</box>
plainfield2-paragraph: Mrs. J. F. Anderson of Boston was a week end guest of her sister, Mrs. R. Tunstall, West 4th street. <box>1491 150 1724 173</box>
carter-ad <box>39 1461 496 1519</box>
montclair-paragraph: The Montclair Association is in its seventh year of successful growth. During the past winter special efforts have been made by the Girls Work Secretary to get in the teen age girls. Eighty of these girls have been organized into the girl reserves, the Association movement for younger girls. They form three groups: the Spaulding Corps, consisting of girls from ten to twelve years of age; the Crystal Corps of girls from twelve to fifteen; and the Narcissus Corps of girls from fifteen to eighteen. These corps were the first colored girl reserves to be registered at the National headquarters. <box>518 801 764 895</box>
arvonia-addrs: 8 W. 136th St. 11-2 W. 138th St. <box>1548 1163 1673 1174</box>
westfield-body <box>771 704 1008 1039</box>
poro-dept: Dept. A-3 <box>1083 1968 1134 1981</box>
indiana-prop: W. F. COZART, Prop. <box>1563 643 1658 655</box>
rahway-paragraph: Mrs. Mattie Taylor and Peter Johnson of 66 Washington street and James Garfield of New York visited Washington, D. C., Saturday and Sunday and were entertained and shown the capital and various points of interest by William S. Maize. <box>1015 1223 1236 1256</box>
ywca-paragraph: Youngstown, O., shows on record 125 girls with children ranging in age from ten to sixteen, with full information as to school, church affiliation, how many number in family and condition of family. Eighteen employed are enrolled in an athletic club. <box>35 312 508 347</box>
oil-fortune: FORTUNE BUILDER <box>586 1516 698 1529</box>
shaw-addr: 30 Ward Street. Newark, N. J. <box>560 1926 681 1937</box>
arvonia-ad <box>1492 1132 1729 1248</box>
shaw-name: Mrs. Ida Shaw <box>532 1834 708 1864</box>
newark-body <box>1015 384 1232 854</box>
